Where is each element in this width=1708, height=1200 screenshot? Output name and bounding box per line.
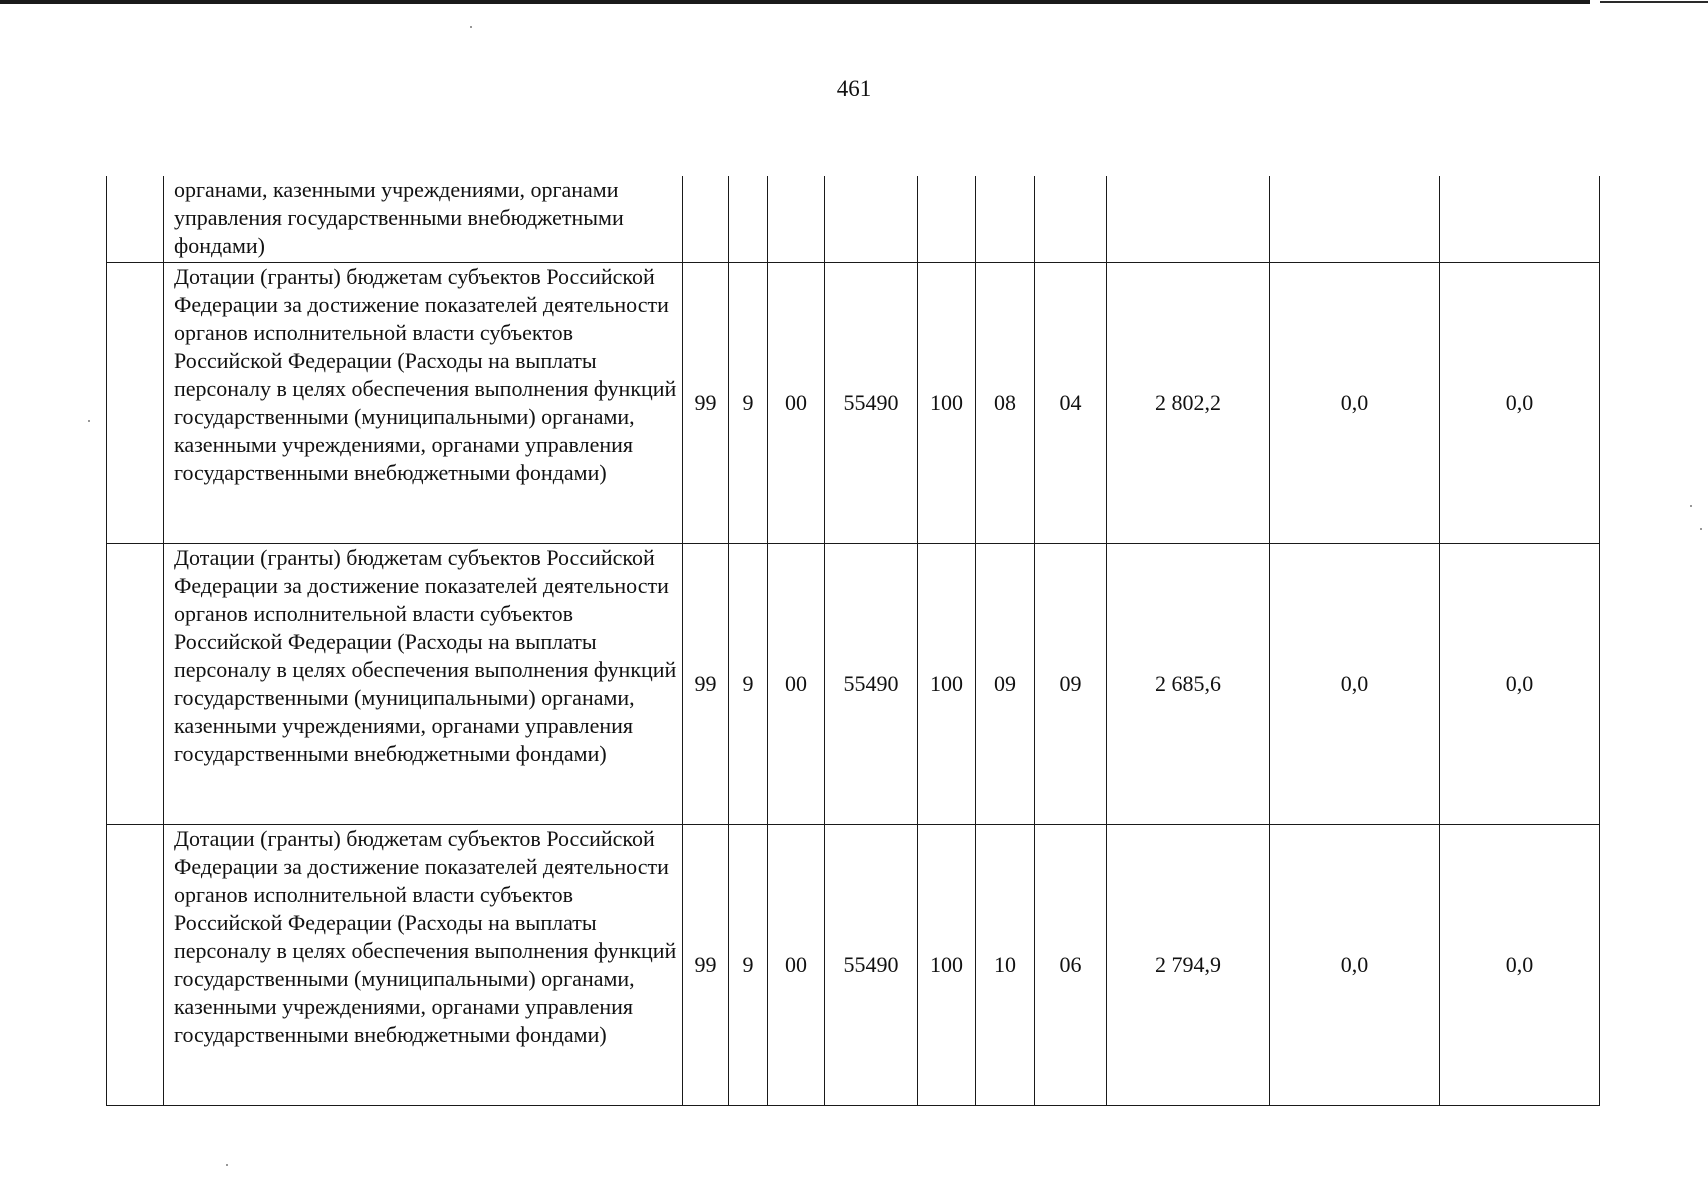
amount-cell xyxy=(1107,176,1270,262)
scan-speck xyxy=(470,26,472,28)
code-cell xyxy=(729,176,768,262)
amount-cell: 0,0 xyxy=(1270,262,1440,543)
amount-cell xyxy=(1440,176,1600,262)
code-cell: 9 xyxy=(729,262,768,543)
code-cell xyxy=(683,176,729,262)
amount-cell: 0,0 xyxy=(1270,824,1440,1105)
code-cell xyxy=(768,176,825,262)
amount-cell: 0,0 xyxy=(1270,543,1440,824)
page-number: 461 xyxy=(836,76,872,101)
row-number-cell xyxy=(107,824,164,1105)
code-cell: 06 xyxy=(1035,824,1107,1105)
code-cell xyxy=(1035,176,1107,262)
table-row xyxy=(107,262,1600,543)
code-cell: 55490 xyxy=(825,543,918,824)
table-row xyxy=(107,176,1600,262)
description-cell: органами, казенными учреждениями, органами управления государственными внебюджетными фондами) xyxy=(164,176,683,262)
row-number-cell xyxy=(107,262,164,543)
scan-speck xyxy=(88,420,90,422)
amount-cell: 0,0 xyxy=(1440,262,1600,543)
code-cell: 55490 xyxy=(825,824,918,1105)
code-cell: 100 xyxy=(918,824,976,1105)
code-cell xyxy=(825,176,918,262)
amount-cell: 2 685,6 xyxy=(1107,543,1270,824)
code-cell: 09 xyxy=(1035,543,1107,824)
description-cell: Дотации (гранты) бюджетам субъектов Российской Федерации за достижение показателей деятельности органов исполнительной власти субъектов Российской Федерации (Расходы на выплаты персоналу в целях обеспечения выполнения функций государственными (муниципальными) органами, казенными учреждениями, органами управления государственными внебюджетными фондами) xyxy=(164,543,683,824)
amount-cell: 2 802,2 xyxy=(1107,262,1270,543)
code-cell: 99 xyxy=(683,543,729,824)
amount-cell: 0,0 xyxy=(1440,824,1600,1105)
code-cell: 100 xyxy=(918,262,976,543)
code-cell xyxy=(976,176,1035,262)
code-cell: 00 xyxy=(768,262,825,543)
row-number-cell xyxy=(107,543,164,824)
code-cell: 09 xyxy=(976,543,1035,824)
description-cell: Дотации (гранты) бюджетам субъектов Российской Федерации за достижение показателей деятельности органов исполнительной власти субъектов Российской Федерации (Расходы на выплаты персоналу в целях обеспечения выполнения функций государственными (муниципальными) органами, казенными учреждениями, органами управления государственными внебюджетными фондами) xyxy=(164,824,683,1105)
code-cell: 100 xyxy=(918,543,976,824)
scan-speck xyxy=(1700,528,1702,530)
amount-cell xyxy=(1270,176,1440,262)
code-cell: 04 xyxy=(1035,262,1107,543)
code-cell xyxy=(918,176,976,262)
amount-cell: 0,0 xyxy=(1440,543,1600,824)
code-cell: 55490 xyxy=(825,262,918,543)
code-cell: 99 xyxy=(683,824,729,1105)
code-cell: 00 xyxy=(768,824,825,1105)
budget-table xyxy=(106,176,1600,1106)
amount-cell: 2 794,9 xyxy=(1107,824,1270,1105)
code-cell: 10 xyxy=(976,824,1035,1105)
description-cell: Дотации (гранты) бюджетам субъектов Российской Федерации за достижение показателей деятельности органов исполнительной власти субъектов Российской Федерации (Расходы на выплаты персоналу в целях обеспечения выполнения функций государственными (муниципальными) органами, казенными учреждениями, органами управления государственными внебюджетными фондами) xyxy=(164,262,683,543)
table-row xyxy=(107,543,1600,824)
scan-edge-top-right xyxy=(1600,1,1708,3)
scan-speck xyxy=(1690,505,1692,507)
table-row xyxy=(107,824,1600,1105)
scan-edge-top xyxy=(0,0,1590,4)
code-cell: 9 xyxy=(729,824,768,1105)
code-cell: 9 xyxy=(729,543,768,824)
code-cell: 99 xyxy=(683,262,729,543)
scan-speck xyxy=(226,1164,228,1166)
code-cell: 00 xyxy=(768,543,825,824)
row-number-cell xyxy=(107,176,164,262)
code-cell: 08 xyxy=(976,262,1035,543)
